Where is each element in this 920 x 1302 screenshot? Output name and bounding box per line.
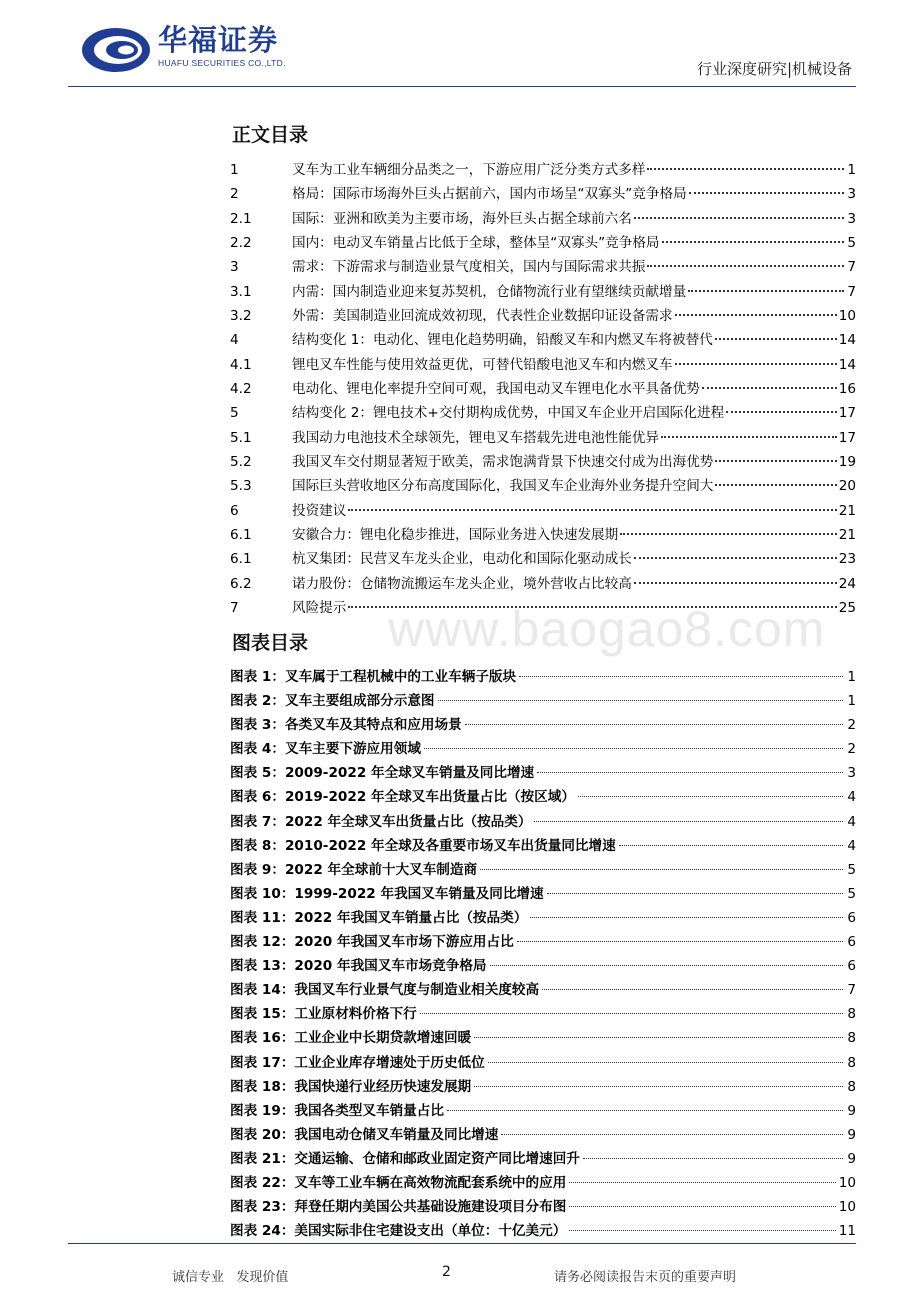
toc-entry-title: 外需：美国制造业回流成效初现，代表性企业数据印证设备需求: [292, 307, 673, 324]
figure-dot-leader: [474, 1086, 843, 1087]
figure-entry[interactable]: [230, 858, 856, 882]
toc-dot-leader: [647, 168, 844, 170]
toc-dot-leader: [688, 290, 844, 292]
figure-dot-leader: [519, 676, 843, 677]
toc-entry-page: 21: [838, 502, 856, 519]
footer-slogan: 诚信专业 发现价值: [172, 1270, 289, 1285]
toc-entry-title: 风险提示: [292, 599, 347, 616]
toc-entry-title: 杭叉集团：民营叉车龙头企业，电动化和国际化驱动成长: [292, 551, 632, 568]
figure-entry-title: 图表 3：各类叉车及其特点和应用场景: [230, 717, 462, 734]
toc-entry-title: 国际：亚洲和欧美为主要市场，海外巨头占据全球前六名: [292, 210, 632, 227]
toc-entry-title: 我国动力电池技术全球领先，锂电叉车搭载先进电池性能优异: [292, 429, 660, 446]
figure-dot-leader: [583, 1158, 843, 1159]
toc-entry[interactable]: [230, 231, 856, 255]
figure-entry-title: 图表 11：2022 年我国叉车销量占比（按品类）: [230, 909, 528, 926]
figure-entry[interactable]: [230, 1195, 856, 1219]
figure-entry-title: 图表 13：2020 年我国叉车市场竞争格局: [230, 958, 487, 975]
page-header: [0, 0, 920, 100]
toc-entry-title: 内需：国内制造业迎来复苏契机，仓储物流行业有望继续贡献增量: [292, 283, 687, 300]
toc-entry[interactable]: [230, 547, 856, 571]
toc-entry-title: 结构变化 2：锂电技术+交付期构成优势，中国叉车企业开启国际化进程: [292, 405, 725, 422]
figure-dot-leader: [490, 965, 843, 966]
figure-entry-title: 图表 18：我国快递行业经历快速发展期: [230, 1078, 472, 1095]
figure-entry-page: 8: [847, 1054, 856, 1071]
figure-dot-leader: [480, 869, 843, 870]
figure-entry-page: 1: [847, 693, 856, 710]
figure-entry-title: 图表 6：2019-2022 年全球叉车出货量占比（按区域）: [230, 789, 575, 806]
toc-entry[interactable]: [230, 255, 856, 279]
figure-entry-page: 5: [847, 885, 856, 902]
toc-entry-title: 国内：电动叉车销量占比低于全球，整体呈“双寡头”竞争格局: [292, 234, 660, 251]
figure-entry-page: 8: [847, 1030, 856, 1047]
toc-dot-leader: [647, 265, 844, 267]
figure-entry-title: 图表 4：叉车主要下游应用领域: [230, 741, 421, 758]
figure-entry-page: 9: [847, 1126, 856, 1143]
toc-entry-page: 16: [838, 380, 856, 397]
toc-entry[interactable]: [230, 353, 856, 377]
toc-entry[interactable]: [230, 572, 856, 596]
watermark: www.baogao8.com: [388, 601, 826, 657]
figure-entry-title: 图表 14：我国叉车行业景气度与制造业相关度较高: [230, 982, 540, 999]
toc-entry-number: 3.2: [230, 307, 252, 324]
toc-entry-number: 4.1: [230, 356, 252, 373]
figure-dot-leader: [517, 941, 843, 942]
figure-entry[interactable]: [230, 1171, 856, 1195]
toc-entry-page: 3: [847, 210, 856, 227]
figure-entry[interactable]: [230, 665, 856, 689]
figure-dot-leader: [537, 772, 843, 773]
toc-dot-leader: [634, 557, 837, 559]
toc-entry[interactable]: [230, 499, 856, 523]
figure-entry-title: 图表 8：2010-2022 年全球及各重要市场叉车出货量同比增速: [230, 837, 616, 854]
toc-entry-title: 锂电叉车性能与使用效益更优，可替代铅酸电池叉车和内燃叉车: [292, 356, 673, 373]
figure-entry-page: 4: [847, 813, 856, 830]
toc-entry-title: 投资建议: [292, 502, 347, 519]
toc-dot-leader: [715, 484, 836, 486]
toc-entry[interactable]: [230, 450, 856, 474]
figure-entry-title: 图表 24：美国实际非住宅建设支出（单位：十亿美元）: [230, 1223, 567, 1240]
figure-dot-leader: [488, 1062, 843, 1063]
figure-entry[interactable]: [230, 1051, 856, 1075]
toc-entry-title: 格局：国际市场海外巨头占据前六，国内市场呈“双寡头”竞争格局: [292, 186, 687, 203]
toc-dot-leader: [634, 582, 837, 584]
figure-entry-title: 图表 5：2009-2022 年全球叉车销量及同比增速: [230, 765, 535, 782]
toc-entry-page: 21: [838, 526, 856, 543]
toc-entry-page: 14: [838, 332, 856, 349]
logo-text: 华福证券: [158, 23, 279, 57]
figure-entry[interactable]: [230, 713, 856, 737]
toc-entry-page: 1: [847, 162, 856, 178]
toc-entry-page: 3: [847, 186, 856, 203]
toc-entry-page: 25: [838, 599, 856, 616]
toc-entry-page: 19: [838, 453, 856, 470]
header-divider: [68, 86, 856, 87]
figure-entry[interactable]: [230, 834, 856, 858]
figure-dot-leader: [534, 821, 843, 822]
figure-entry-title: 图表 9：2022 年全球前十大叉车制造商: [230, 861, 478, 878]
figure-entry-title: 图表 21：交通运输、仓储和邮政业固定资产同比增速回升: [230, 1150, 580, 1167]
figure-dot-leader: [501, 1134, 843, 1135]
toc-entry-number: 4: [230, 332, 239, 349]
list-of-figures: [230, 665, 856, 1243]
toc-entry-title: 我国叉车交付期显著短于欧美，需求饱满背景下快速交付成为出海优势: [292, 453, 714, 470]
toc-entry-number: 5.1: [230, 429, 252, 446]
toc-entry-number: 6: [230, 502, 239, 519]
figure-entry[interactable]: [230, 810, 856, 834]
toc-dot-leader: [662, 241, 844, 243]
table-of-contents: [230, 158, 856, 620]
figure-entry-title: 图表 16：工业企业中长期贷款增速回暖: [230, 1030, 472, 1047]
figure-dot-leader: [474, 1037, 843, 1038]
page-number: 2: [442, 1264, 451, 1280]
figure-entry-title: 图表 2：叉车主要组成部分示意图: [230, 693, 435, 710]
toc-entry-number: 6.1: [230, 526, 252, 543]
toc-entry-number: 6.2: [230, 575, 252, 592]
figure-entry[interactable]: [230, 906, 856, 930]
figure-entry-title: 图表 22：叉车等工业车辆在高效物流配套系统中的应用: [230, 1174, 567, 1191]
toc-entry[interactable]: [230, 328, 856, 352]
figure-dot-leader: [578, 796, 843, 797]
figure-entry[interactable]: [230, 1219, 856, 1243]
figure-entry[interactable]: [230, 978, 856, 1002]
figure-entry-title: 图表 10：1999-2022 年我国叉车销量及同比增速: [230, 885, 544, 902]
figure-entry-title: 图表 1：叉车属于工程机械中的工业车辆子版块: [230, 669, 517, 685]
toc-entry-number: 2.1: [230, 210, 252, 227]
figure-entry[interactable]: [230, 930, 856, 954]
toc-entry-number: 2.2: [230, 234, 252, 251]
figure-entry[interactable]: [230, 785, 856, 809]
figure-entry[interactable]: [230, 954, 856, 978]
toc-entry-number: 1: [230, 162, 239, 178]
toc-entry-number: 6.1: [230, 551, 252, 568]
lof-title: 图表目录: [232, 632, 309, 654]
toc-entry-number: 5: [230, 405, 239, 422]
toc-entry-number: 7: [230, 599, 239, 616]
toc-dot-leader: [675, 363, 837, 365]
figure-entry[interactable]: [230, 1123, 856, 1147]
toc-entry-page: 7: [847, 259, 856, 276]
figure-dot-leader: [619, 845, 843, 846]
figure-entry-page: 8: [847, 1078, 856, 1095]
figure-entry-page: 9: [847, 1150, 856, 1167]
toc-dot-leader: [726, 411, 837, 413]
figure-entry-page: 11: [838, 1223, 856, 1240]
figure-entry-page: 7: [847, 982, 856, 999]
toc-dot-leader: [620, 533, 836, 535]
figure-entry-page: 6: [847, 934, 856, 951]
figure-entry[interactable]: [230, 737, 856, 761]
footer-divider: [68, 1243, 856, 1244]
toc-entry-number: 4.2: [230, 380, 252, 397]
figure-dot-leader: [465, 724, 843, 725]
toc-dot-leader: [715, 460, 836, 462]
figure-entry-title: 图表 23：拜登任期内美国公共基础设施建设项目分布图: [230, 1199, 567, 1216]
figure-entry-page: 2: [847, 717, 856, 734]
figure-entry-page: 5: [847, 861, 856, 878]
toc-entry[interactable]: [230, 207, 856, 231]
figure-dot-leader: [547, 893, 843, 894]
figure-entry-page: 4: [847, 789, 856, 806]
toc-entry-page: 24: [838, 575, 856, 592]
figure-entry-page: 8: [847, 1006, 856, 1023]
toc-entry-page: 17: [838, 429, 856, 446]
figure-dot-leader: [569, 1182, 835, 1183]
toc-entry-page: 10: [838, 307, 856, 324]
toc-entry-number: 5.2: [230, 453, 252, 470]
toc-entry[interactable]: [230, 474, 856, 498]
figure-entry-page: 10: [838, 1174, 856, 1191]
figure-entry[interactable]: [230, 689, 856, 713]
toc-entry-title: 安徽合力：锂电化稳步推进，国际业务进入快速发展期: [292, 526, 619, 543]
figure-entry-page: 4: [847, 837, 856, 854]
toc-dot-leader: [689, 192, 844, 194]
toc-entry[interactable]: [230, 523, 856, 547]
toc-entry-number: 5.3: [230, 478, 252, 495]
toc-entry[interactable]: [230, 280, 856, 304]
toc-entry-title: 电动化、锂电化率提升空间可观，我国电动叉车锂电化水平具备优势: [292, 380, 700, 397]
toc-title: 正文目录: [232, 124, 309, 146]
toc-entry-page: 17: [838, 405, 856, 422]
figure-entry-page: 9: [847, 1102, 856, 1119]
figure-entry-page: 2: [847, 741, 856, 758]
toc-entry-page: 7: [847, 283, 856, 300]
toc-entry-number: 2: [230, 186, 239, 203]
toc-entry-page: 14: [838, 356, 856, 373]
toc-entry[interactable]: [230, 182, 856, 206]
footer-disclaimer: 请务必阅读报告末页的重要声明: [554, 1270, 737, 1285]
figure-entry[interactable]: [230, 1002, 856, 1026]
toc-entry-number: 3: [230, 259, 239, 276]
figure-entry[interactable]: [230, 1075, 856, 1099]
toc-entry-number: 3.1: [230, 283, 252, 300]
figure-dot-leader: [569, 1206, 835, 1207]
figure-dot-leader: [438, 700, 843, 701]
figure-dot-leader: [424, 748, 843, 749]
figure-entry-title: 图表 12：2020 年我国叉车市场下游应用占比: [230, 934, 514, 951]
logo-subtitle: HUAFU SECURITIES CO.,LTD.: [158, 58, 286, 68]
toc-dot-leader: [702, 387, 837, 389]
figure-entry[interactable]: [230, 1147, 856, 1171]
header-category: 行业深度研究|机械设备: [696, 60, 852, 78]
toc-entry-title: 需求：下游需求与制造业景气度相关，国内与国际需求共振: [292, 259, 646, 276]
figure-entry-page: 6: [847, 909, 856, 926]
figure-entry-page: 10: [838, 1199, 856, 1216]
figure-entry-title: 图表 20：我国电动仓储叉车销量及同比增速: [230, 1126, 499, 1143]
figure-entry[interactable]: [230, 761, 856, 785]
figure-dot-leader: [569, 1230, 835, 1231]
toc-entry-title: 结构变化 1：电动化、锂电化趋势明确，铅酸叉车和内燃叉车将被替代: [292, 332, 713, 349]
figure-dot-leader: [420, 1013, 843, 1014]
figure-entry-title: 图表 17：工业企业库存增速处于历史低位: [230, 1054, 485, 1071]
figure-entry-page: 3: [847, 765, 856, 782]
figure-entry-title: 图表 19：我国各类型叉车销量占比: [230, 1102, 444, 1119]
toc-entry[interactable]: [230, 304, 856, 328]
toc-entry-title: 叉车为工业车辆细分品类之一，下游应用广泛分类方式多样: [292, 162, 646, 178]
toc-entry[interactable]: [230, 401, 856, 425]
toc-dot-leader: [634, 217, 844, 219]
toc-entry[interactable]: [230, 377, 856, 401]
figure-entry-page: 6: [847, 958, 856, 975]
figure-entry[interactable]: [230, 882, 856, 906]
figure-entry-title: 图表 15：工业原材料价格下行: [230, 1006, 417, 1023]
toc-entry-page: 23: [838, 551, 856, 568]
figure-entry-title: 图表 7：2022 年全球叉车出货量占比（按品类）: [230, 813, 532, 830]
figure-dot-leader: [542, 989, 843, 990]
toc-entry-title: 国际巨头营收地区分布高度国际化，我国叉车企业海外业务提升空间大: [292, 478, 714, 495]
toc-entry-page: 20: [838, 478, 856, 495]
figure-entry[interactable]: [230, 1099, 856, 1123]
figure-dot-leader: [530, 917, 843, 918]
toc-dot-leader: [661, 436, 837, 438]
figure-entry[interactable]: [230, 1026, 856, 1050]
figure-entry-page: 1: [847, 669, 856, 685]
toc-entry[interactable]: [230, 158, 856, 182]
toc-dot-leader: [715, 338, 837, 340]
toc-entry-page: 5: [847, 234, 856, 251]
toc-dot-leader: [675, 314, 837, 316]
toc-entry-title: 诺力股份：仓储物流搬运车龙头企业，境外营收占比较高: [292, 575, 632, 592]
figure-dot-leader: [447, 1110, 843, 1111]
toc-dot-leader: [348, 509, 836, 511]
toc-entry[interactable]: [230, 426, 856, 450]
